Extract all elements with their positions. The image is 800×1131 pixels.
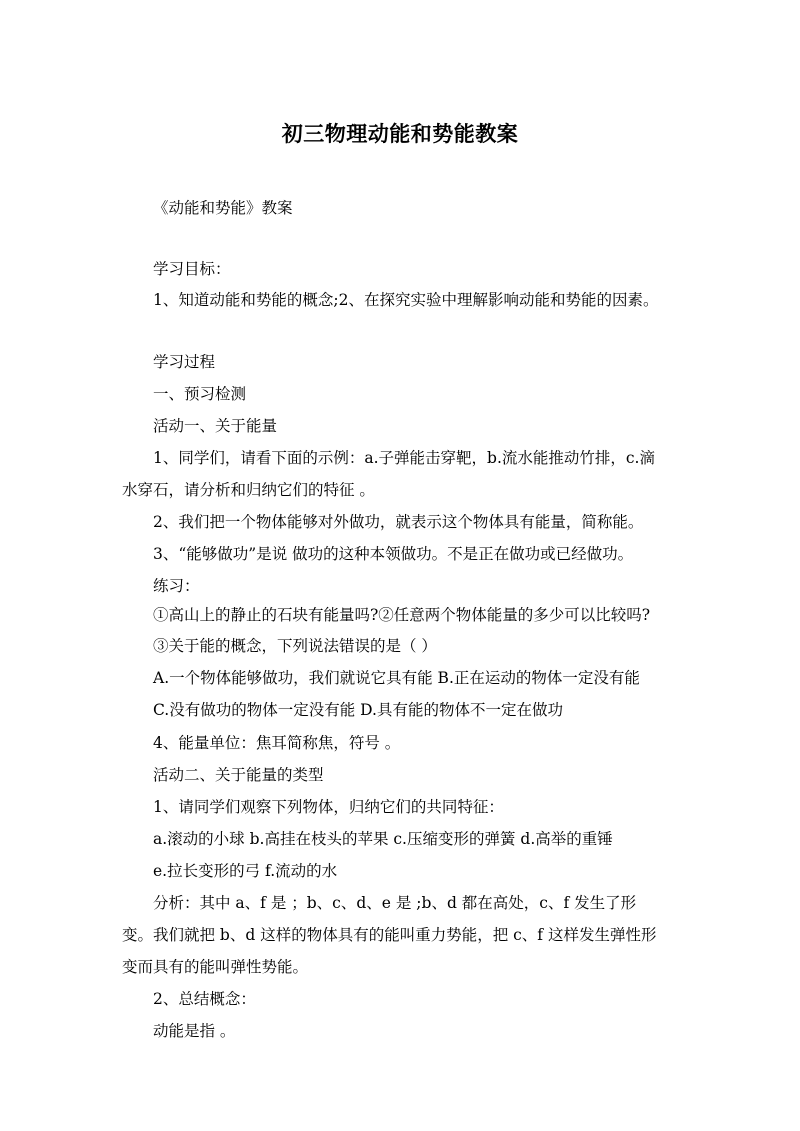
exercise-question-3: ③关于能的概念，下列说法错误的是（ ） (153, 637, 437, 655)
activity-1-paragraph-1-line-1: 1、同学们，请看下面的示例：a.子弹能击穿靶，b.流水能推动竹排，c.滴 (153, 449, 655, 467)
analysis-line-1: 分析：其中 a、f 是 ；b、c、d、e 是 ;b、d 都在高处，c、f 发生了形 (153, 894, 637, 912)
activity-1-paragraph-4: 4、能量单位：焦耳简称焦，符号 。 (153, 734, 401, 752)
document-subtitle: 《动能和势能》教案 (153, 199, 293, 217)
exercise-options-c-d: C.没有做功的物体一定没有能 D.具有能的物体不一定在做功 (153, 701, 563, 719)
exercise-options-a-b: A.一个物体能够做功，我们就说它具有能 B.正在运动的物体一定没有能 (153, 669, 640, 687)
exercise-question-1-2: ①高山上的静止的石块有能量吗?②任意两个物体能量的多少可以比较吗? (153, 606, 651, 624)
section-1-heading: 一、预习检测 (153, 385, 247, 403)
process-heading: 学习过程 (153, 353, 216, 371)
page-title: 初三物理动能和势能教案 (281, 122, 519, 146)
activity-2-heading: 活动二、关于能量的类型 (153, 766, 324, 784)
activity-1-paragraph-2: 2、我们把一个物体能够对外做功，就表示这个物体具有能量，简称能。 (153, 513, 644, 531)
kinetic-energy-definition: 动能是指 。 (153, 1022, 236, 1040)
analysis-line-3: 变而具有的能叫弹性势能。 (122, 958, 309, 976)
activity-1-paragraph-1-line-2: 水穿石，请分析和归纳它们的特征 。 (122, 481, 375, 499)
analysis-line-2: 变。我们就把 b、d 这样的物体具有的能叫重力势能，把 c、f 这样发生弹性形 (122, 926, 657, 944)
exercise-heading: 练习： (153, 577, 200, 595)
activity-1-heading: 活动一、关于能量 (153, 417, 278, 435)
activity-2-paragraph-1: 1、请同学们观察下列物体，归纳它们的共同特征： (153, 798, 504, 816)
activity-2-items-line-1: a.滚动的小球 b.高挂在枝头的苹果 c.压缩变形的弹簧 d.高举的重锤 (153, 830, 613, 848)
activity-1-paragraph-3: 3、“能够做功”是说 做功的这种本领做功。不是正在做功或已经做功。 (153, 545, 634, 563)
activity-2-items-line-2: e.拉长变形的弓 f.流动的水 (153, 862, 338, 880)
goals-heading: 学习目标： (153, 260, 231, 278)
goals-text: 1、知道动能和势能的概念;2、在探究实验中理解影响动能和势能的因素。 (153, 291, 659, 309)
summary-heading: 2、总结概念： (153, 990, 256, 1008)
